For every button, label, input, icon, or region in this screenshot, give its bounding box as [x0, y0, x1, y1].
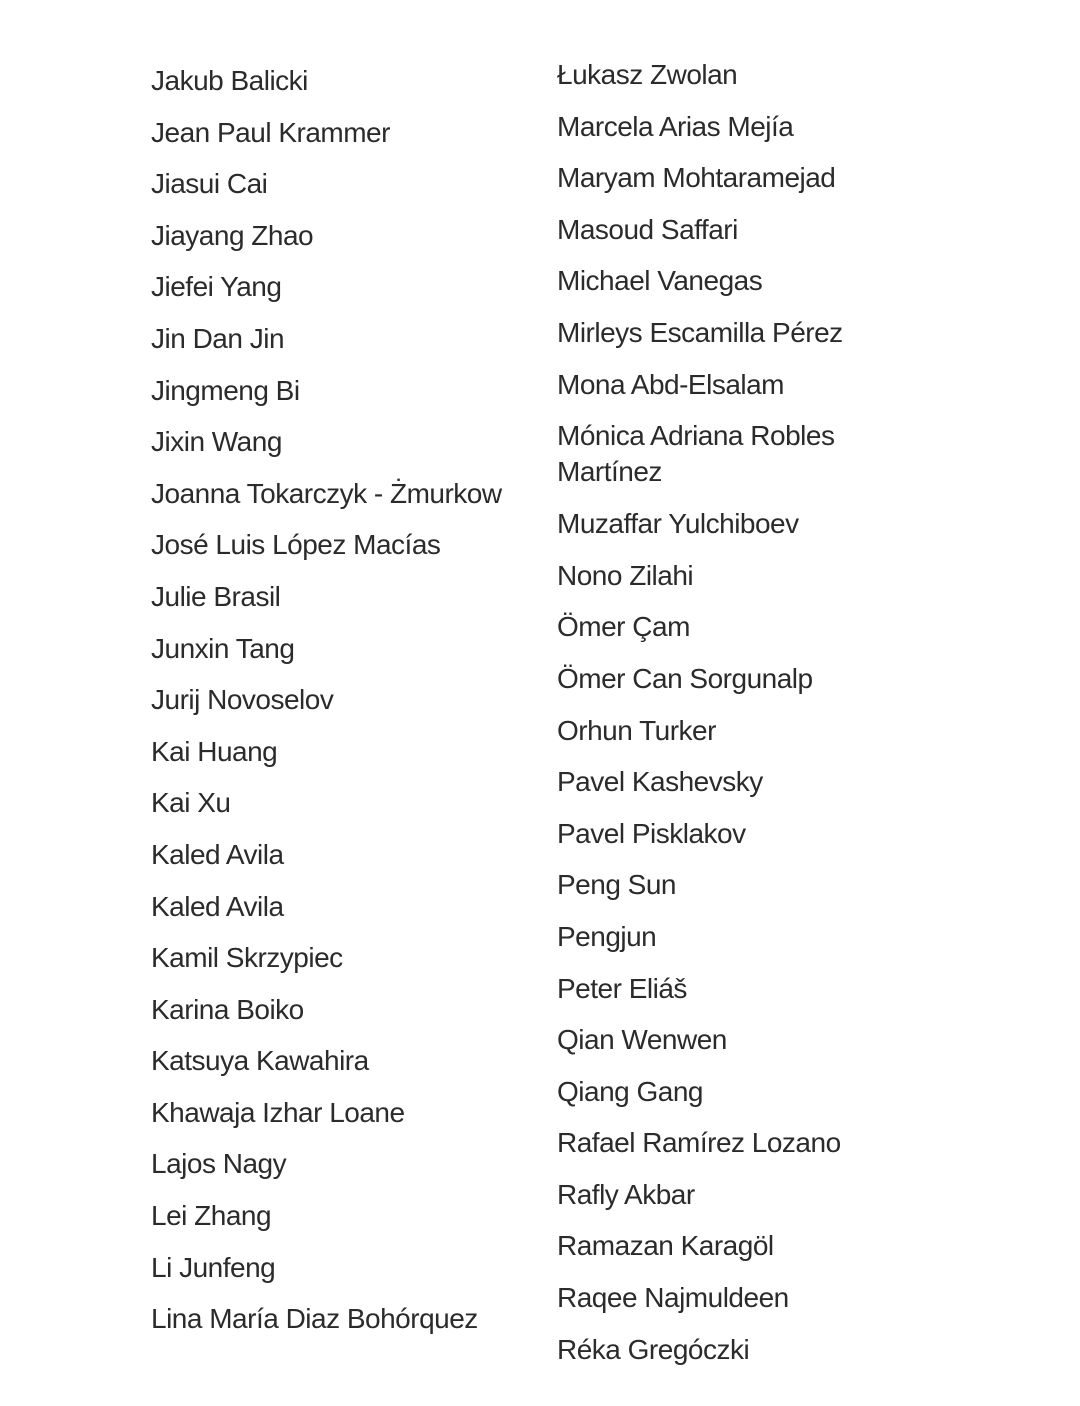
list-item: Mónica Adriana Robles Martínez	[557, 420, 835, 488]
list-item: Peng Sun	[557, 869, 676, 901]
list-item: Joanna Tokarczyk - Żmurkow	[151, 477, 502, 509]
list-item: Pengjun	[557, 920, 657, 952]
list-item: Muzaffar Yulchiboev	[557, 508, 799, 540]
list-item: Michael Vanegas	[557, 265, 763, 297]
list-item: Jin Dan Jin	[151, 322, 285, 354]
name-list-right-column	[557, 54, 937, 1380]
list-item: Mirleys Escamilla Pérez	[557, 316, 843, 348]
list-item: Jiayang Zhao	[151, 219, 314, 251]
list-item: Lajos Nagy	[151, 1148, 287, 1180]
list-item: Lei Zhang	[151, 1200, 272, 1232]
list-item: Julie Brasil	[151, 580, 281, 612]
list-item: Junxin Tang	[151, 632, 295, 664]
list-item: Maryam Mohtaramejad	[557, 162, 836, 194]
list-item: Ömer Çam	[557, 611, 690, 643]
list-item: Jiasui Cai	[151, 168, 268, 200]
list-item: Jurij Novoselov	[151, 684, 334, 716]
list-item: Ömer Can Sorgunalp	[557, 662, 813, 694]
list-item: José Luis López Macías	[151, 529, 441, 561]
list-item: Nono Zilahi	[557, 559, 694, 591]
list-item: Orhun Turker	[557, 714, 716, 746]
list-item: Lina María Diaz Bohórquez	[151, 1303, 478, 1335]
list-item: Masoud Saffari	[557, 213, 738, 245]
list-item: Jiefei Yang	[151, 271, 282, 303]
list-item: Jean Paul Krammer	[151, 116, 390, 148]
list-item: Jakub Balicki	[151, 65, 308, 96]
list-item: Kai Xu	[151, 787, 231, 819]
list-item: Kamil Skrzypiec	[151, 942, 343, 974]
list-item: Marcela Arias Mejía	[557, 110, 794, 142]
list-item: Pavel Pisklakov	[557, 817, 746, 849]
list-item: Jixin Wang	[151, 426, 282, 458]
list-item: Réka Gregóczki	[557, 1333, 750, 1365]
list-item: Li Junfeng	[151, 1251, 276, 1283]
list-item: Rafly Akbar	[557, 1178, 695, 1210]
list-item: Pavel Kashevsky	[557, 766, 763, 798]
list-item: Kaled Avila	[151, 890, 284, 922]
list-item: Peter Eliáš	[557, 972, 687, 1004]
list-item: Karina Boiko	[151, 993, 304, 1025]
list-item: Ramazan Karagöl	[557, 1230, 774, 1262]
list-item: Raqee Najmuldeen	[557, 1282, 789, 1314]
list-item: Khawaja Izhar Loane	[151, 1096, 405, 1128]
list-item: Katsuya Kawahira	[151, 1045, 369, 1077]
list-item: Kai Huang	[151, 735, 278, 767]
list-item: Qiang Gang	[557, 1075, 703, 1107]
list-item: Rafael Ramírez Lozano	[557, 1127, 841, 1159]
list-item: Mona Abd-Elsalam	[557, 368, 785, 400]
list-item: Kaled Avila	[151, 838, 284, 870]
list-item: Jingmeng Bi	[151, 374, 300, 406]
list-item: Qian Wenwen	[557, 1024, 727, 1056]
list-item: Łukasz Zwolan	[557, 59, 738, 90]
name-list-left-column	[151, 60, 541, 1350]
